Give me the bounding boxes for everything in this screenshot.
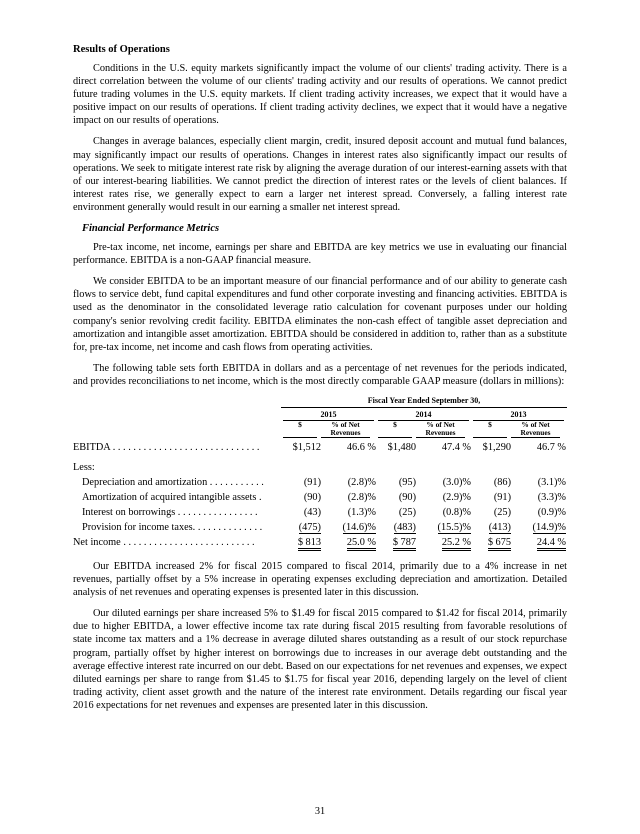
table-cell: $ 787 bbox=[393, 537, 416, 551]
ebitda-table bbox=[73, 396, 567, 548]
page-number: 31 bbox=[314, 806, 326, 817]
dollar-column-header: $ bbox=[378, 421, 412, 438]
pct-column-header: % of Net Revenues bbox=[321, 421, 370, 438]
table-cell: (1.3)% bbox=[347, 506, 376, 518]
table-cell: 25.0 % bbox=[347, 537, 376, 551]
table-row-net-income bbox=[73, 533, 567, 548]
row-label: EBITDA . . . . . . . . . . . . . . . . . . . . . . . . . . . . . bbox=[73, 441, 260, 453]
dollar-column-header: $ bbox=[473, 421, 507, 438]
table-cell: (90) bbox=[303, 491, 321, 503]
row-label: Interest on borrowings . . . . . . . . . . . . . . . . bbox=[82, 506, 258, 518]
pct-column-header: % of Net Revenues bbox=[416, 421, 465, 438]
table-cell: 46.6 % bbox=[346, 441, 376, 453]
section-title: Results of Operations bbox=[73, 44, 170, 55]
subsection-title: Financial Performance Metrics bbox=[82, 223, 220, 235]
table-cell: $ 813 bbox=[298, 537, 321, 551]
year-header-row bbox=[73, 408, 567, 421]
year-header: 2014 bbox=[378, 408, 469, 421]
document-page bbox=[73, 44, 567, 720]
table-cell: 47.4 % bbox=[441, 441, 471, 453]
table-cell: 25.2 % bbox=[442, 537, 471, 551]
table-cell: (91) bbox=[493, 491, 511, 503]
column-header-row bbox=[73, 421, 567, 438]
paragraph: The following table sets forth EBITDA in dollars and as a percentage of net revenues for the periods indicated, and provides reconciliations to net income, which is the most directly comparable GAAP measure (dollars in millions): bbox=[73, 362, 567, 387]
row-label: Net income . . . . . . . . . . . . . . . . . . . . . . . . . . bbox=[73, 536, 255, 548]
table-cell: (86) bbox=[493, 476, 511, 488]
table-cell: $1,512 bbox=[292, 441, 321, 453]
table-cell: (91) bbox=[303, 476, 321, 488]
row-label: Less: bbox=[73, 461, 95, 473]
table-row-tax bbox=[73, 518, 567, 533]
table-cell: (2.9)% bbox=[442, 491, 471, 503]
table-cell: $1,480 bbox=[387, 441, 416, 453]
paragraph: Our diluted earnings per share increased 5% to $1.49 for fiscal 2015 compared to $1.42 for fiscal 2014, primarily due to higher EBITDA, a lower effective income tax rate during fiscal 2015 resulting from favorable resolutions of state income tax matters and a 1% decrease in average diluted shares outstanding as a result of our stock repurchase program, partially offset by higher interest on borrowings due to increases in our average debt outstanding and the average effective interest rate incurred on our debt. Based on our expectations for net revenues and expenses, we expect diluted earnings per share to range from $1.45 to $1.75 for fiscal year 2016, depending largely on the level of client trading activity, client asset growth and the nature of the interest rate environment. Details regarding our fiscal year 2016 expectations for net revenues and expenses are presented later in this discussion. bbox=[73, 608, 567, 711]
paragraph: Changes in average balances, especially client margin, credit, insured deposit account and mutual fund balances, may significantly impact our results of operations. Changes in interest rates also significantly impact our results of operations. We seek to mitigate interest rate risk by aligning the average duration of our interest-earning assets with that of our interest-bearing liabilities. We cannot predict the direction of interest rates or the levels of client balances. If interest rates rise, we generally expect to earn a larger net interest spread. Conversely, a falling interest rate environment generally would result in our earning a smaller net interest spread. bbox=[73, 136, 567, 213]
table-cell: $1,290 bbox=[482, 441, 511, 453]
table-cell: (14.9)% bbox=[532, 521, 566, 533]
table-cell: $ 675 bbox=[488, 537, 511, 551]
table-row-amortization bbox=[73, 488, 567, 503]
table-cell: (0.8)% bbox=[442, 506, 471, 518]
table-cell: (95) bbox=[398, 476, 416, 488]
table-cell: (0.9)% bbox=[537, 506, 566, 518]
table-cell: (3.1)% bbox=[537, 476, 566, 488]
table-cell: (483) bbox=[393, 521, 416, 533]
table-cell: (475) bbox=[298, 521, 321, 533]
table-cell: (3.3)% bbox=[537, 491, 566, 503]
fiscal-year-header: Fiscal Year Ended September 30, bbox=[281, 396, 567, 408]
paragraph: Pre-tax income, net income, earnings per share and EBITDA are key metrics we use in evaluating our financial performance. EBITDA is a non-GAAP financial measure. bbox=[73, 242, 567, 267]
row-label: Depreciation and amortization . . . . . . . . . . . bbox=[82, 476, 264, 488]
table-cell: (25) bbox=[398, 506, 416, 518]
row-label: Amortization of acquired intangible assets . bbox=[82, 491, 262, 503]
table-row-interest bbox=[73, 503, 567, 518]
pct-column-header: % of Net Revenues bbox=[511, 421, 560, 438]
table-row-ebitda bbox=[73, 438, 567, 453]
row-label: Provision for income taxes. . . . . . . . . . . . . . bbox=[82, 521, 263, 533]
dollar-column-header: $ bbox=[283, 421, 317, 438]
table-cell: (2.8)% bbox=[347, 491, 376, 503]
paragraph: Our EBITDA increased 2% for fiscal 2015 compared to fiscal 2014, primarily due to a 4% increase in net revenues, partially offset by a 5% increase in operating expenses excluding depreciation and amortization. Detailed analysis of net revenues and operating expenses is presented later in this discussion. bbox=[73, 560, 567, 599]
table-cell: (2.8)% bbox=[347, 476, 376, 488]
table-row-less bbox=[73, 458, 567, 473]
paragraph: We consider EBITDA to be an important measure of our financial performance and of our ability to generate cash flows to service debt, fund capital expenditures and fund other corporate investing and financing activities. EBITDA is used as the denominator in the consolidated leverage ratio calculation for covenant purposes under our holding company's senior revolving credit facility. EBITDA eliminates the non-cash effect of tangible asset depreciation and amortization and intangible asset amortization. EBITDA should be considered in addition to, rather than as a substitute for, pre-tax income, net income and cash flows from operating activities. bbox=[73, 276, 567, 353]
table-cell: (3.0)% bbox=[442, 476, 471, 488]
table-cell: (43) bbox=[303, 506, 321, 518]
table-cell: 46.7 % bbox=[536, 441, 566, 453]
table-cell: (15.5)% bbox=[437, 521, 471, 533]
table-cell: (90) bbox=[398, 491, 416, 503]
table-cell: (25) bbox=[493, 506, 511, 518]
table-cell: (14.6)% bbox=[342, 521, 376, 533]
table-cell: (413) bbox=[488, 521, 511, 533]
year-header: 2013 bbox=[473, 408, 564, 421]
table-row-depreciation bbox=[73, 473, 567, 488]
table-cell: 24.4 % bbox=[537, 537, 566, 551]
year-header: 2015 bbox=[283, 408, 374, 421]
paragraph: Conditions in the U.S. equity markets significantly impact the volume of our clients' trading activity. There is a direct correlation between the volume of our clients' trading activity and our results of operations. We cannot predict future trading volumes in the U.S. equity markets. If client trading activity increases, we expect that it would have a positive impact on our results of operations. If client trading activity declines, we expect that it would have a negative impact on our results of operations. bbox=[73, 63, 567, 127]
